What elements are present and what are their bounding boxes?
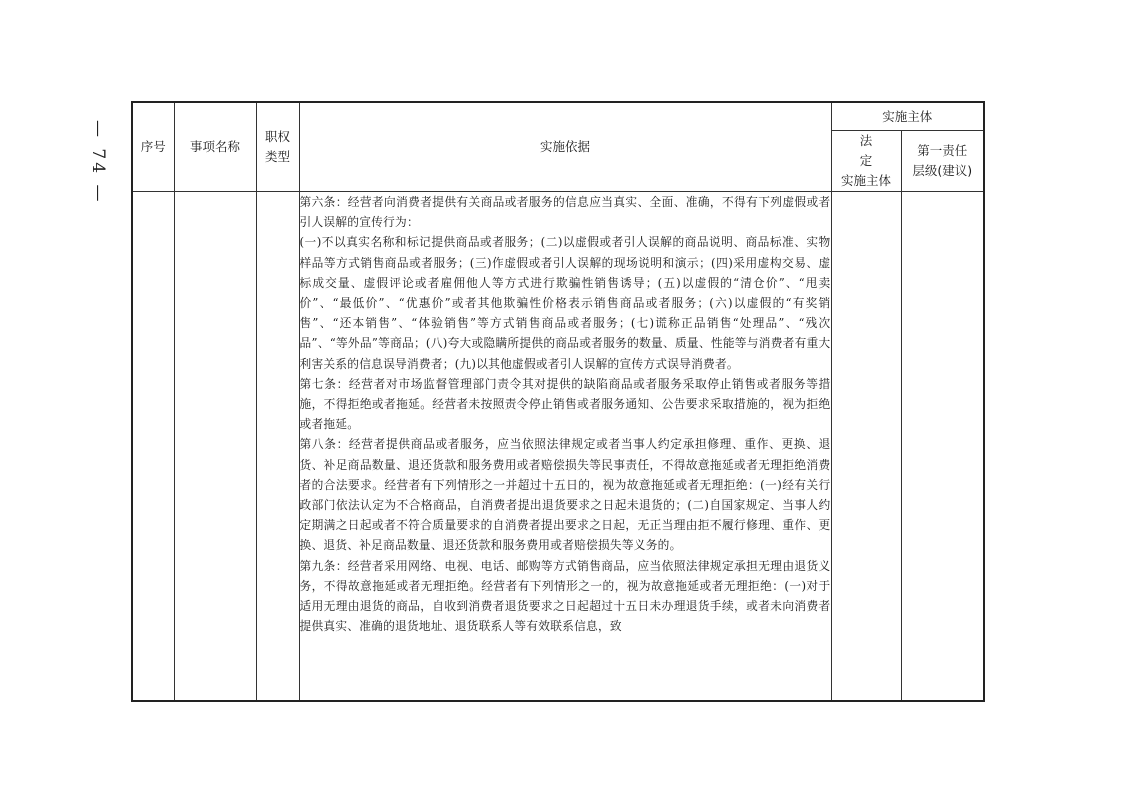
page-number: — 74 —: [88, 120, 108, 205]
cell-power-type: [256, 192, 299, 702]
header-first-responsibility: [901, 131, 984, 192]
header-seq: 序号: [132, 102, 174, 192]
table-row: [132, 192, 984, 702]
header-legal-entity-line2: 实施主体: [840, 173, 891, 188]
header-power-type: 职权类型: [256, 102, 299, 192]
header-first-resp-line1: 第一责任: [917, 143, 968, 158]
header-implementing-entity: 实施主体: [831, 102, 984, 131]
cell-item-name: [174, 192, 256, 702]
basis-text: [300, 192, 831, 695]
clause-article-6-intro: 第六条：经营者向消费者提供有关商品或者服务的信息应当真实、全面、准确，不得有下列虚假或者引人误解的宣传行为：: [299, 195, 831, 230]
clause-article-8: 第八条：经营者提供商品或者服务，应当依照法律规定或者当事人约定承担修理、重作、更换、退货、补足商品数量、退还货款和服务费用或者赔偿损失等民事责任，不得故意拖延或者无理拒绝消费者的合法要求。经营者有下列情形之一并超过十五日的，视为故意拖延或者无理拒绝：(一)经有关行政部门依法认定为不合格商品，自消费者提出退货要求之日起未退货的；(二)自国家规定、当事人约定期满之日起或者不符合质量要求的自消费者提出要求之日起，无正当理由拒不履行修理、重作、更换、退货、补足商品数量、退还货款和服务费用或者赔偿损失等义务的。: [299, 437, 831, 553]
header-row-top: [132, 102, 984, 131]
header-first-resp-line2: 层级(建议): [912, 163, 973, 178]
cell-legal-entity: [831, 192, 901, 702]
clause-article-6-items: (一)不以真实名称和标记提供商品或者服务；(二)以虚假或者引人误解的商品说明、商品标准、实物样品等方式销售商品或者服务；(三)作虚假或者引人误解的现场说明和演示；(四)采用虚构交易、虚标成交量、虚假评论或者雇佣他人等方式进行欺骗性销售诱导；(五)以虚假的“清仓价”、“甩卖价”、“最低价”、“优惠价”或者其他欺骗性价格表示销售商品或者服务；(六)以虚假的“有奖销售”、“还本销售”、“体验销售”等方式销售商品或者服务；(七)谎称正品销售“处理品”、“残次品”、“等外品”等商品；(八)夸大或隐瞒所提供的商品或者服务的数量、质量、性能等与消费者有重大利害关系的信息误导消费者；(九)以其他虚假或者引人误解的宣传方式误导消费者。: [299, 235, 831, 371]
clause-article-7: 第七条：经营者对市场监督管理部门责令其对提供的缺陷商品或者服务采取停止销售或者服务等措施，不得拒绝或者拖延。经营者未按照责令停止销售或者服务通知、公告要求采取措施的，视为拒绝或者拖延。: [299, 376, 831, 432]
header-item-name: 事项名称: [174, 102, 256, 192]
cell-seq: [132, 192, 174, 702]
enforcement-table: [131, 101, 985, 702]
cell-first-responsibility: [901, 192, 984, 702]
header-legal-entity: [831, 131, 901, 192]
clause-article-9: 第九条：经营者采用网络、电视、电话、邮购等方式销售商品，应当依照法律规定承担无理由退货义务，不得故意拖延或者无理拒绝。经营者有下列情形之一的，视为故意拖延或者无理拒绝：(一)对于适用无理由退货的商品，自收到消费者退货要求之日起超过十五日未办理退货手续，或者未向消费者提供真实、准确的退货地址、退货联系人等有效联系信息，致: [299, 558, 831, 634]
header-basis: 实施依据: [299, 102, 831, 192]
cell-basis: [299, 192, 831, 702]
header-legal-entity-line1: 法 定: [859, 133, 887, 168]
